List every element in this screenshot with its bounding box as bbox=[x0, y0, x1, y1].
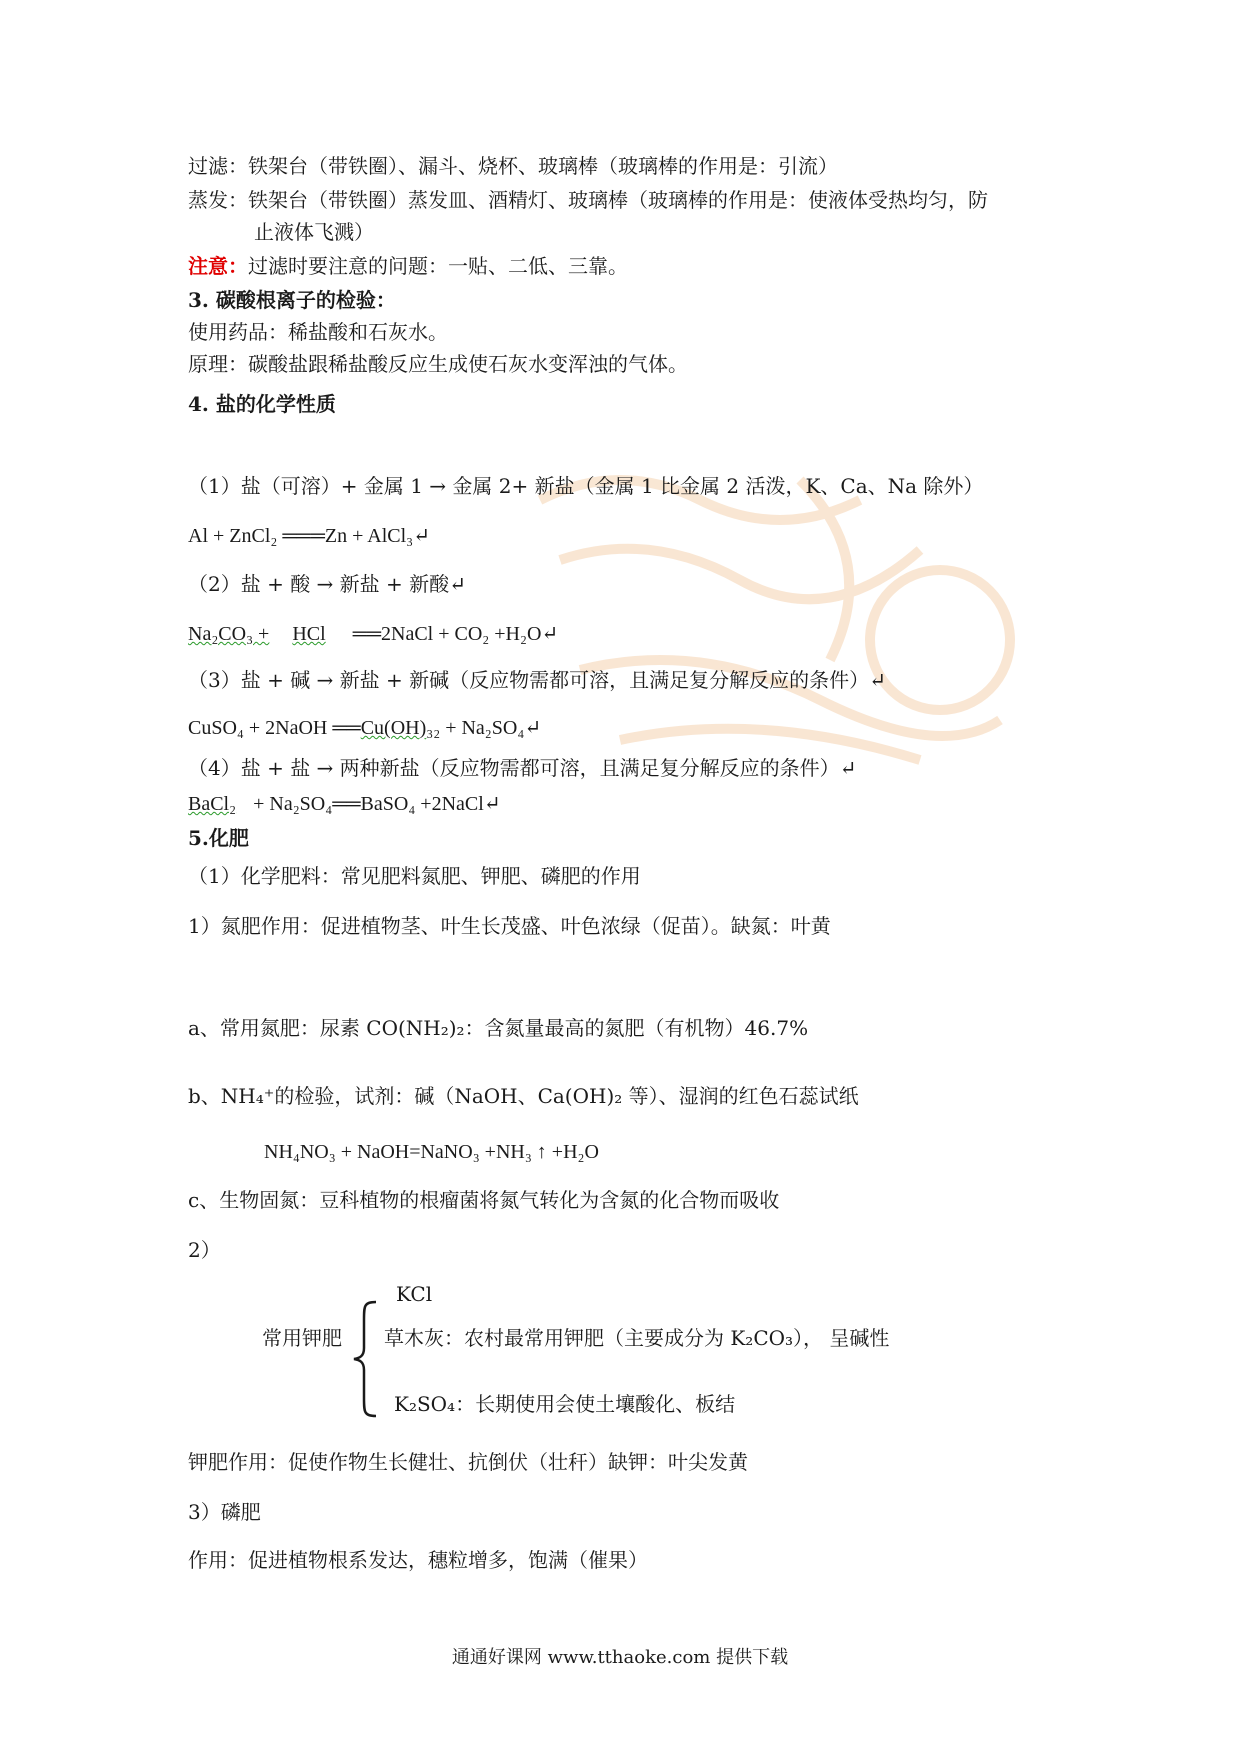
filter-line: 过滤：铁架台（带铁圈）、漏斗、烧杯、玻璃棒（玻璃棒的作用是：引流） bbox=[188, 154, 838, 178]
phosphorus-heading: 3）磷肥 bbox=[188, 1500, 261, 1524]
reaction-3-eq-part-a: CuSO₄ + 2NaOH ══ bbox=[188, 717, 361, 739]
section4-heading: 4. 盐的化学性质 bbox=[188, 392, 336, 416]
note-line bbox=[188, 252, 628, 280]
potassium-item-k2so4: K₂SO₄：长期使用会使土壤酸化、板结 bbox=[394, 1392, 736, 1416]
note-label: 注意： bbox=[188, 254, 248, 278]
reaction-4: （4）盐 + 盐 → 两种新盐（反应物需都可溶，且满足复分解反应的条件）↵ bbox=[188, 756, 857, 780]
evaporation-line: 蒸发：铁架台（带铁圈）蒸发皿、酒精灯、玻璃棒（玻璃棒的作用是：使液体受热均匀，防 bbox=[188, 188, 988, 212]
section5-heading: 5.化肥 bbox=[188, 826, 249, 850]
page-footer: 通通好课网 www.tthaoke.com 提供下载 bbox=[451, 1647, 789, 1668]
reaction-2-eq-part-c: ══2NaCl + CO₂ +H₂O↵ bbox=[352, 623, 559, 645]
reaction-3-eq-part-b: Cu(OH) bbox=[360, 717, 427, 739]
reaction-4-eq-part-b: + Na₂SO₄══BaSO₄ +2NaCl↵ bbox=[253, 793, 501, 815]
nitrogen-effect: 1）氮肥作用：促进植物茎、叶生长茂盛、叶色浓绿（促苗）。缺氮：叶黄 bbox=[188, 914, 831, 938]
note-text: 过滤时要注意的问题：一贴、二低、三靠。 bbox=[248, 254, 628, 278]
potassium-item-ash: 草木灰：农村最常用钾肥（主要成分为 K₂CO₃）， 呈碱性 bbox=[384, 1326, 890, 1350]
reaction-2: （2）盐 + 酸 → 新盐 + 新酸↵ bbox=[188, 572, 466, 596]
potassium-label: 常用钾肥 bbox=[262, 1326, 342, 1350]
reaction-3-equation bbox=[188, 714, 541, 742]
potassium-item-kcl: KCl bbox=[396, 1282, 433, 1306]
evaporation-line-cont: 止液体飞溅） bbox=[254, 220, 374, 244]
reaction-3-eq-part-c: ₃₂ + Na₂SO₄↵ bbox=[426, 717, 542, 739]
curly-brace-icon bbox=[352, 1300, 378, 1418]
nitrogen-b-equation: NH₄NO₃ + NaOH=NaNO₃ +NH₃ ↑ +H₂O bbox=[264, 1141, 599, 1163]
reaction-4-eq-part-a: BaCl₂ bbox=[188, 793, 237, 815]
reaction-3: （3）盐 + 碱 → 新盐 + 新碱（反应物需都可溶，且满足复分解反应的条件）↵ bbox=[188, 668, 886, 692]
section3-principle: 原理：碳酸盐跟稀盐酸反应生成使石灰水变浑浊的气体。 bbox=[188, 352, 688, 376]
reaction-2-eq-part-b: HCl bbox=[292, 623, 326, 645]
potassium-number: 2） bbox=[188, 1238, 221, 1262]
section3-drugs: 使用药品：稀盐酸和石灰水。 bbox=[188, 320, 448, 344]
potassium-effect: 钾肥作用：促使作物生长健壮、抗倒伏（壮秆）缺钾：叶尖发黄 bbox=[188, 1450, 748, 1474]
reaction-1: （1）盐（可溶）+ 金属 1 → 金属 2+ 新盐（金属 1 比金属 2 活泼，K、Ca、Na 除外） bbox=[188, 474, 984, 498]
reaction-4-equation bbox=[188, 790, 501, 818]
section3-heading: 3. 碳酸根离子的检验： bbox=[188, 288, 396, 312]
nitrogen-a: a、常用氮肥：尿素 CO(NH₂)₂：含氮量最高的氮肥（有机物）46.7% bbox=[188, 1016, 809, 1040]
nitrogen-c: c、生物固氮：豆科植物的根瘤菌将氮气转化为含氮的化合物而吸收 bbox=[188, 1188, 780, 1212]
fertilizer-intro: （1）化学肥料：常见肥料氮肥、钾肥、磷肥的作用 bbox=[188, 864, 641, 888]
phosphorus-effect: 作用：促进植物根系发达，穗粒增多，饱满（催果） bbox=[188, 1548, 648, 1572]
reaction-2-eq-part-a: Na₂CO₃ + bbox=[188, 623, 270, 645]
reaction-2-equation bbox=[188, 620, 558, 648]
nitrogen-b: b、NH₄⁺的检验，试剂：碱（NaOH、Ca(OH)₂ 等）、湿润的红色石蕊试纸 bbox=[188, 1084, 859, 1108]
reaction-1-equation: Al + ZnCl₂ ═══Zn + AlCl₃↵ bbox=[188, 525, 430, 547]
